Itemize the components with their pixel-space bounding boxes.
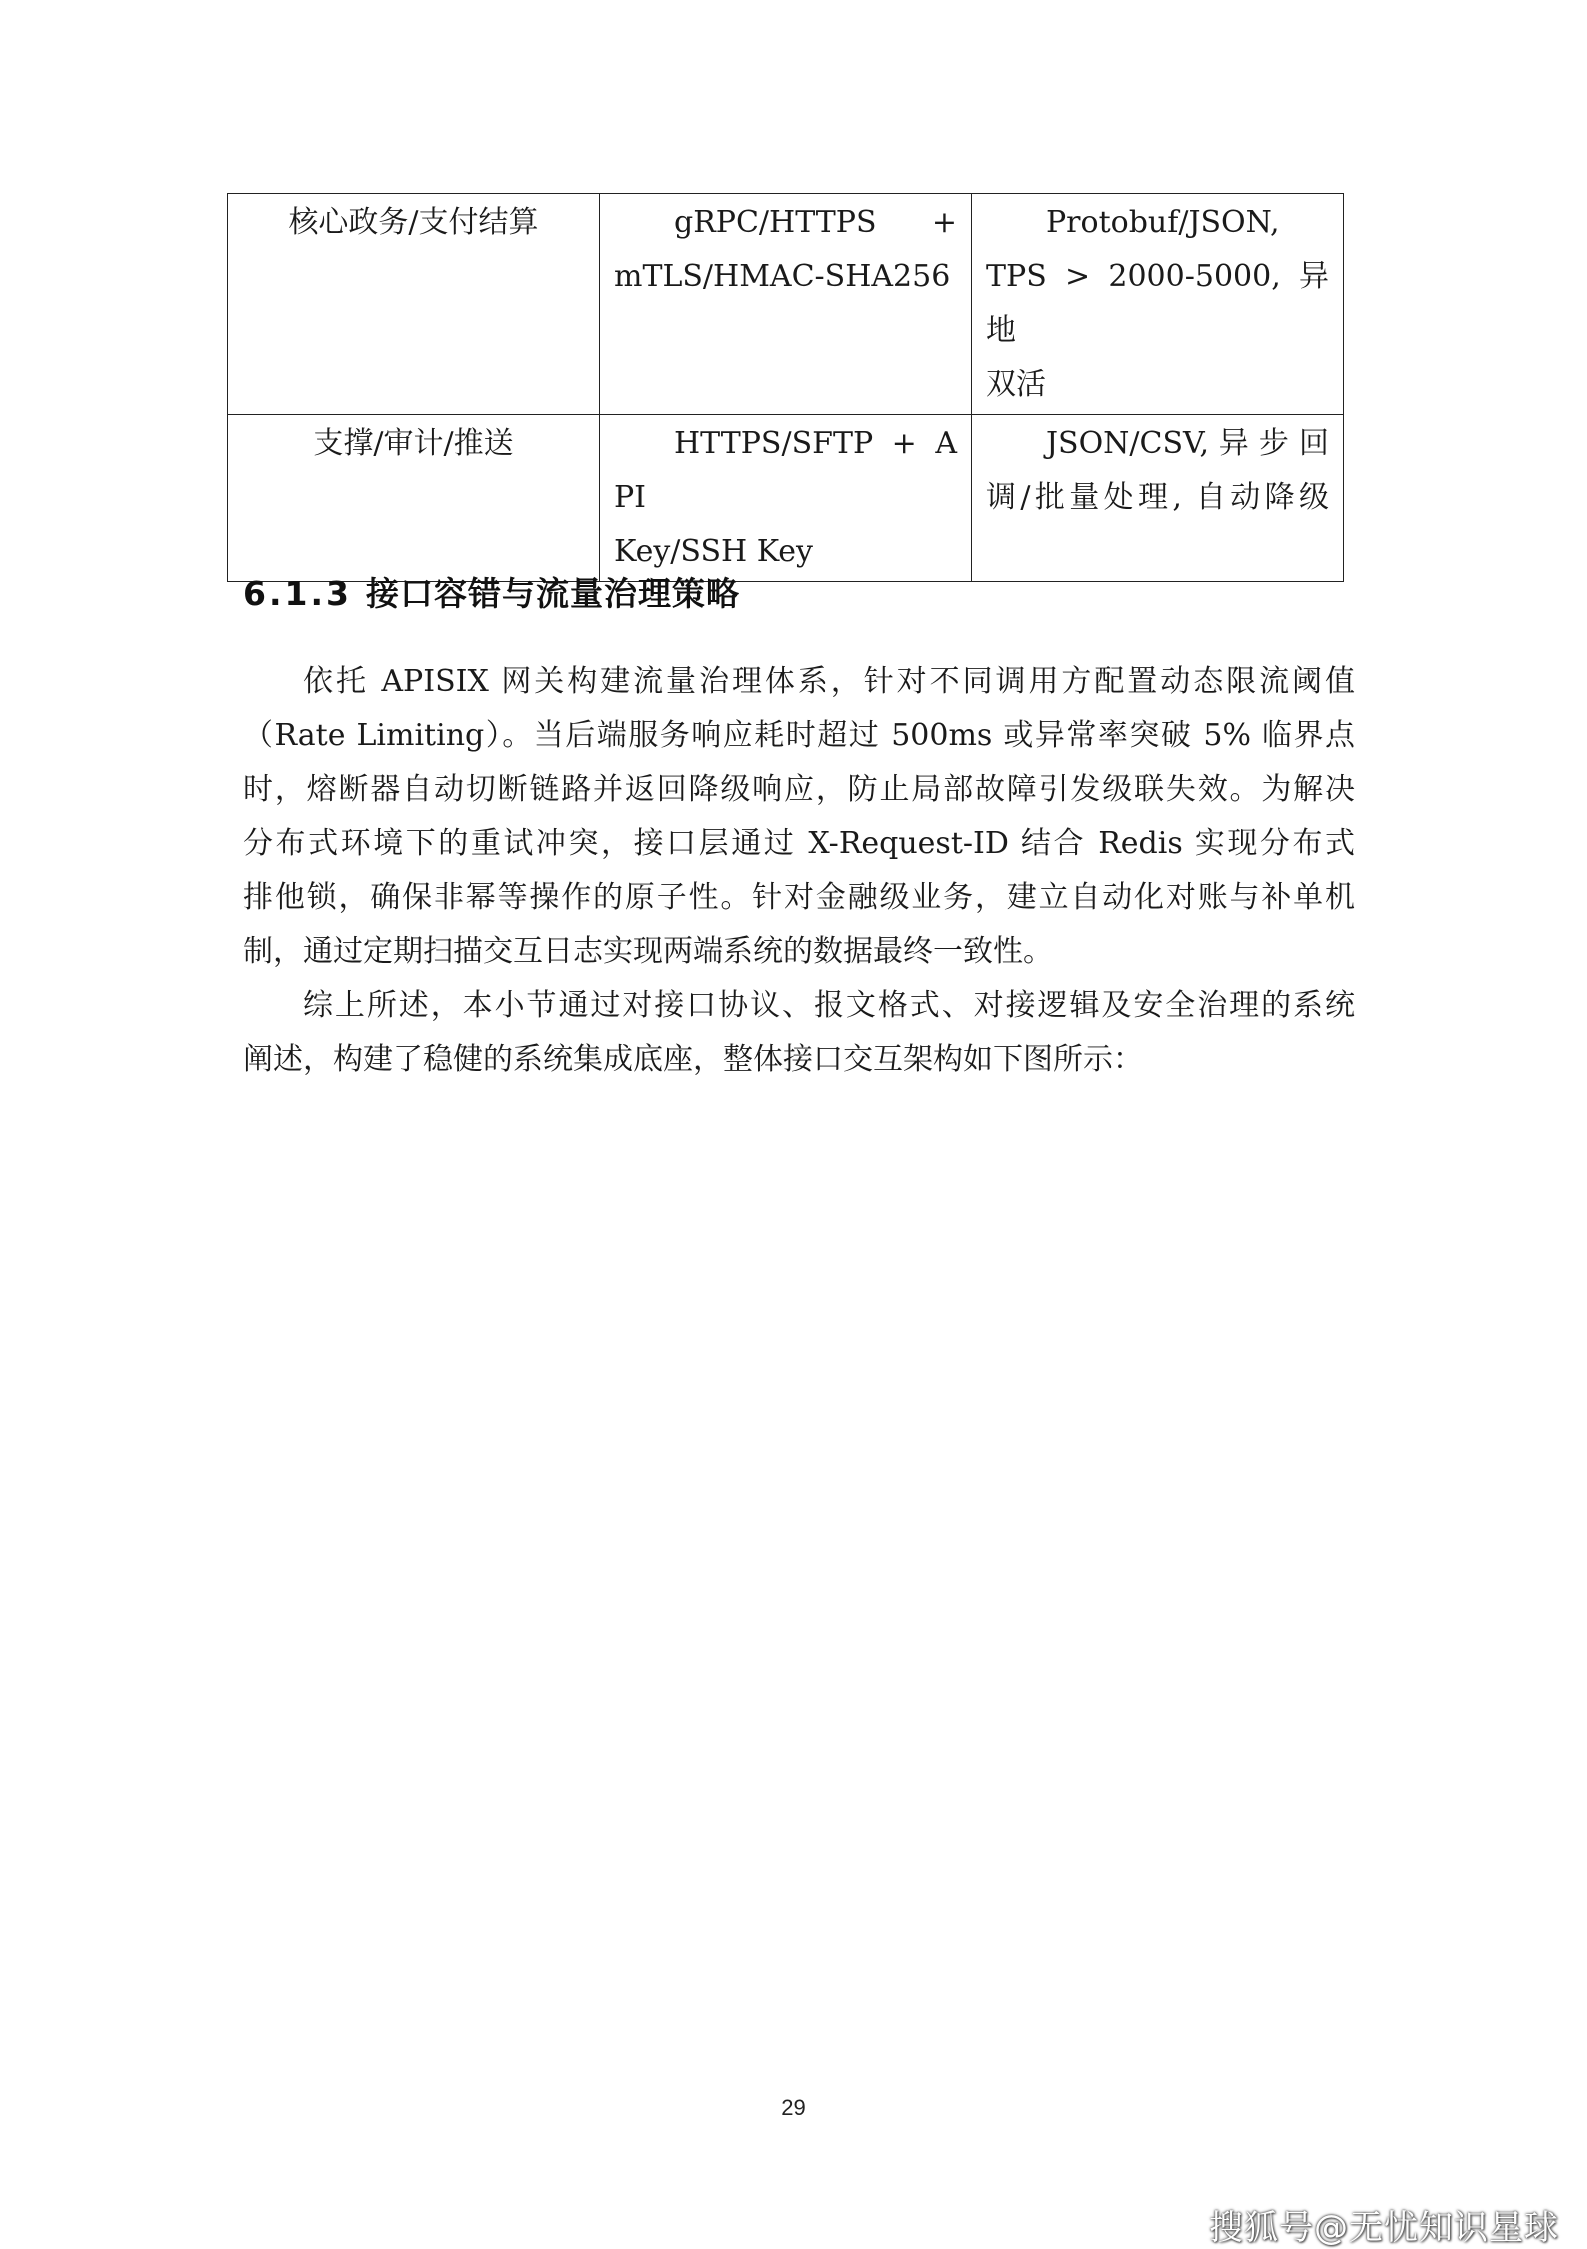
cell-text: HTTPS/SFTP + API [614,426,957,515]
body-text [243,655,1355,1087]
cell-text: 支撑/审计/推送 [313,426,514,461]
text-line: 依托 APISIX 网关构建流量治理体系，针对不同调用方配置动态限流阈值 [303,664,1355,699]
text-line: 阐述，构建了稳健的系统集成底座，整体接口交互架构如下图所示： [243,1042,1143,1077]
table-cell-protocol [600,415,972,582]
watermark: 搜狐号@无忧知识星球 [1209,2208,1559,2248]
text-line: （Rate Limiting）。当后端服务响应耗时超过 500ms 或异常率突破 5% 临界点 [243,718,1355,753]
cell-text: mTLS/HMAC-SHA256 [614,259,951,294]
table-cell-scenario [228,415,600,582]
cell-text: JSON/CSV, 异 步 回 [1046,426,1329,461]
cell-text: gRPC/HTTPS + [674,205,957,240]
section-heading [243,570,740,618]
text-line: 综上所述，本小节通过对接口协议、报文格式、对接逻辑及安全治理的系统 [303,988,1355,1023]
text-line: 制，通过定期扫描交互日志实现两端系统的数据最终一致性。 [243,934,1053,969]
section-number: 6.1.3 [243,574,352,613]
text-line: 排他锁，确保非幂等操作的原子性。针对金融级业务，建立自动化对账与补单机 [243,880,1355,915]
cell-text: TPS > 2000-5000, 异地 [986,259,1329,348]
cell-text: 核心政务/支付结算 [288,205,539,240]
text-line: 时，熔断器自动切断链路并返回降级响应，防止局部故障引发级联失效。为解决 [243,772,1355,807]
page-number: 29 [781,2095,806,2120]
table-cell-scenario [228,194,600,415]
interface-spec-table [227,193,1344,582]
paragraph-summary [243,979,1355,1087]
table-row [228,415,1344,582]
cell-text: 调/批量处理, 自动降级 [986,480,1329,515]
table-row [228,194,1344,415]
cell-text: 双活 [986,367,1046,402]
table-cell-format [972,415,1344,582]
cell-text: Key/SSH Key [614,534,813,569]
text-line: 分布式环境下的重试冲突，接口层通过 X-Request-ID 结合 Redis 实现分布式 [243,826,1355,861]
paragraph-traffic-governance [243,655,1355,979]
cell-text: Protobuf/JSON, [1046,205,1280,240]
table-cell-format [972,194,1344,415]
section-title: 接口容错与流量治理策略 [365,574,740,613]
table-cell-protocol [600,194,972,415]
